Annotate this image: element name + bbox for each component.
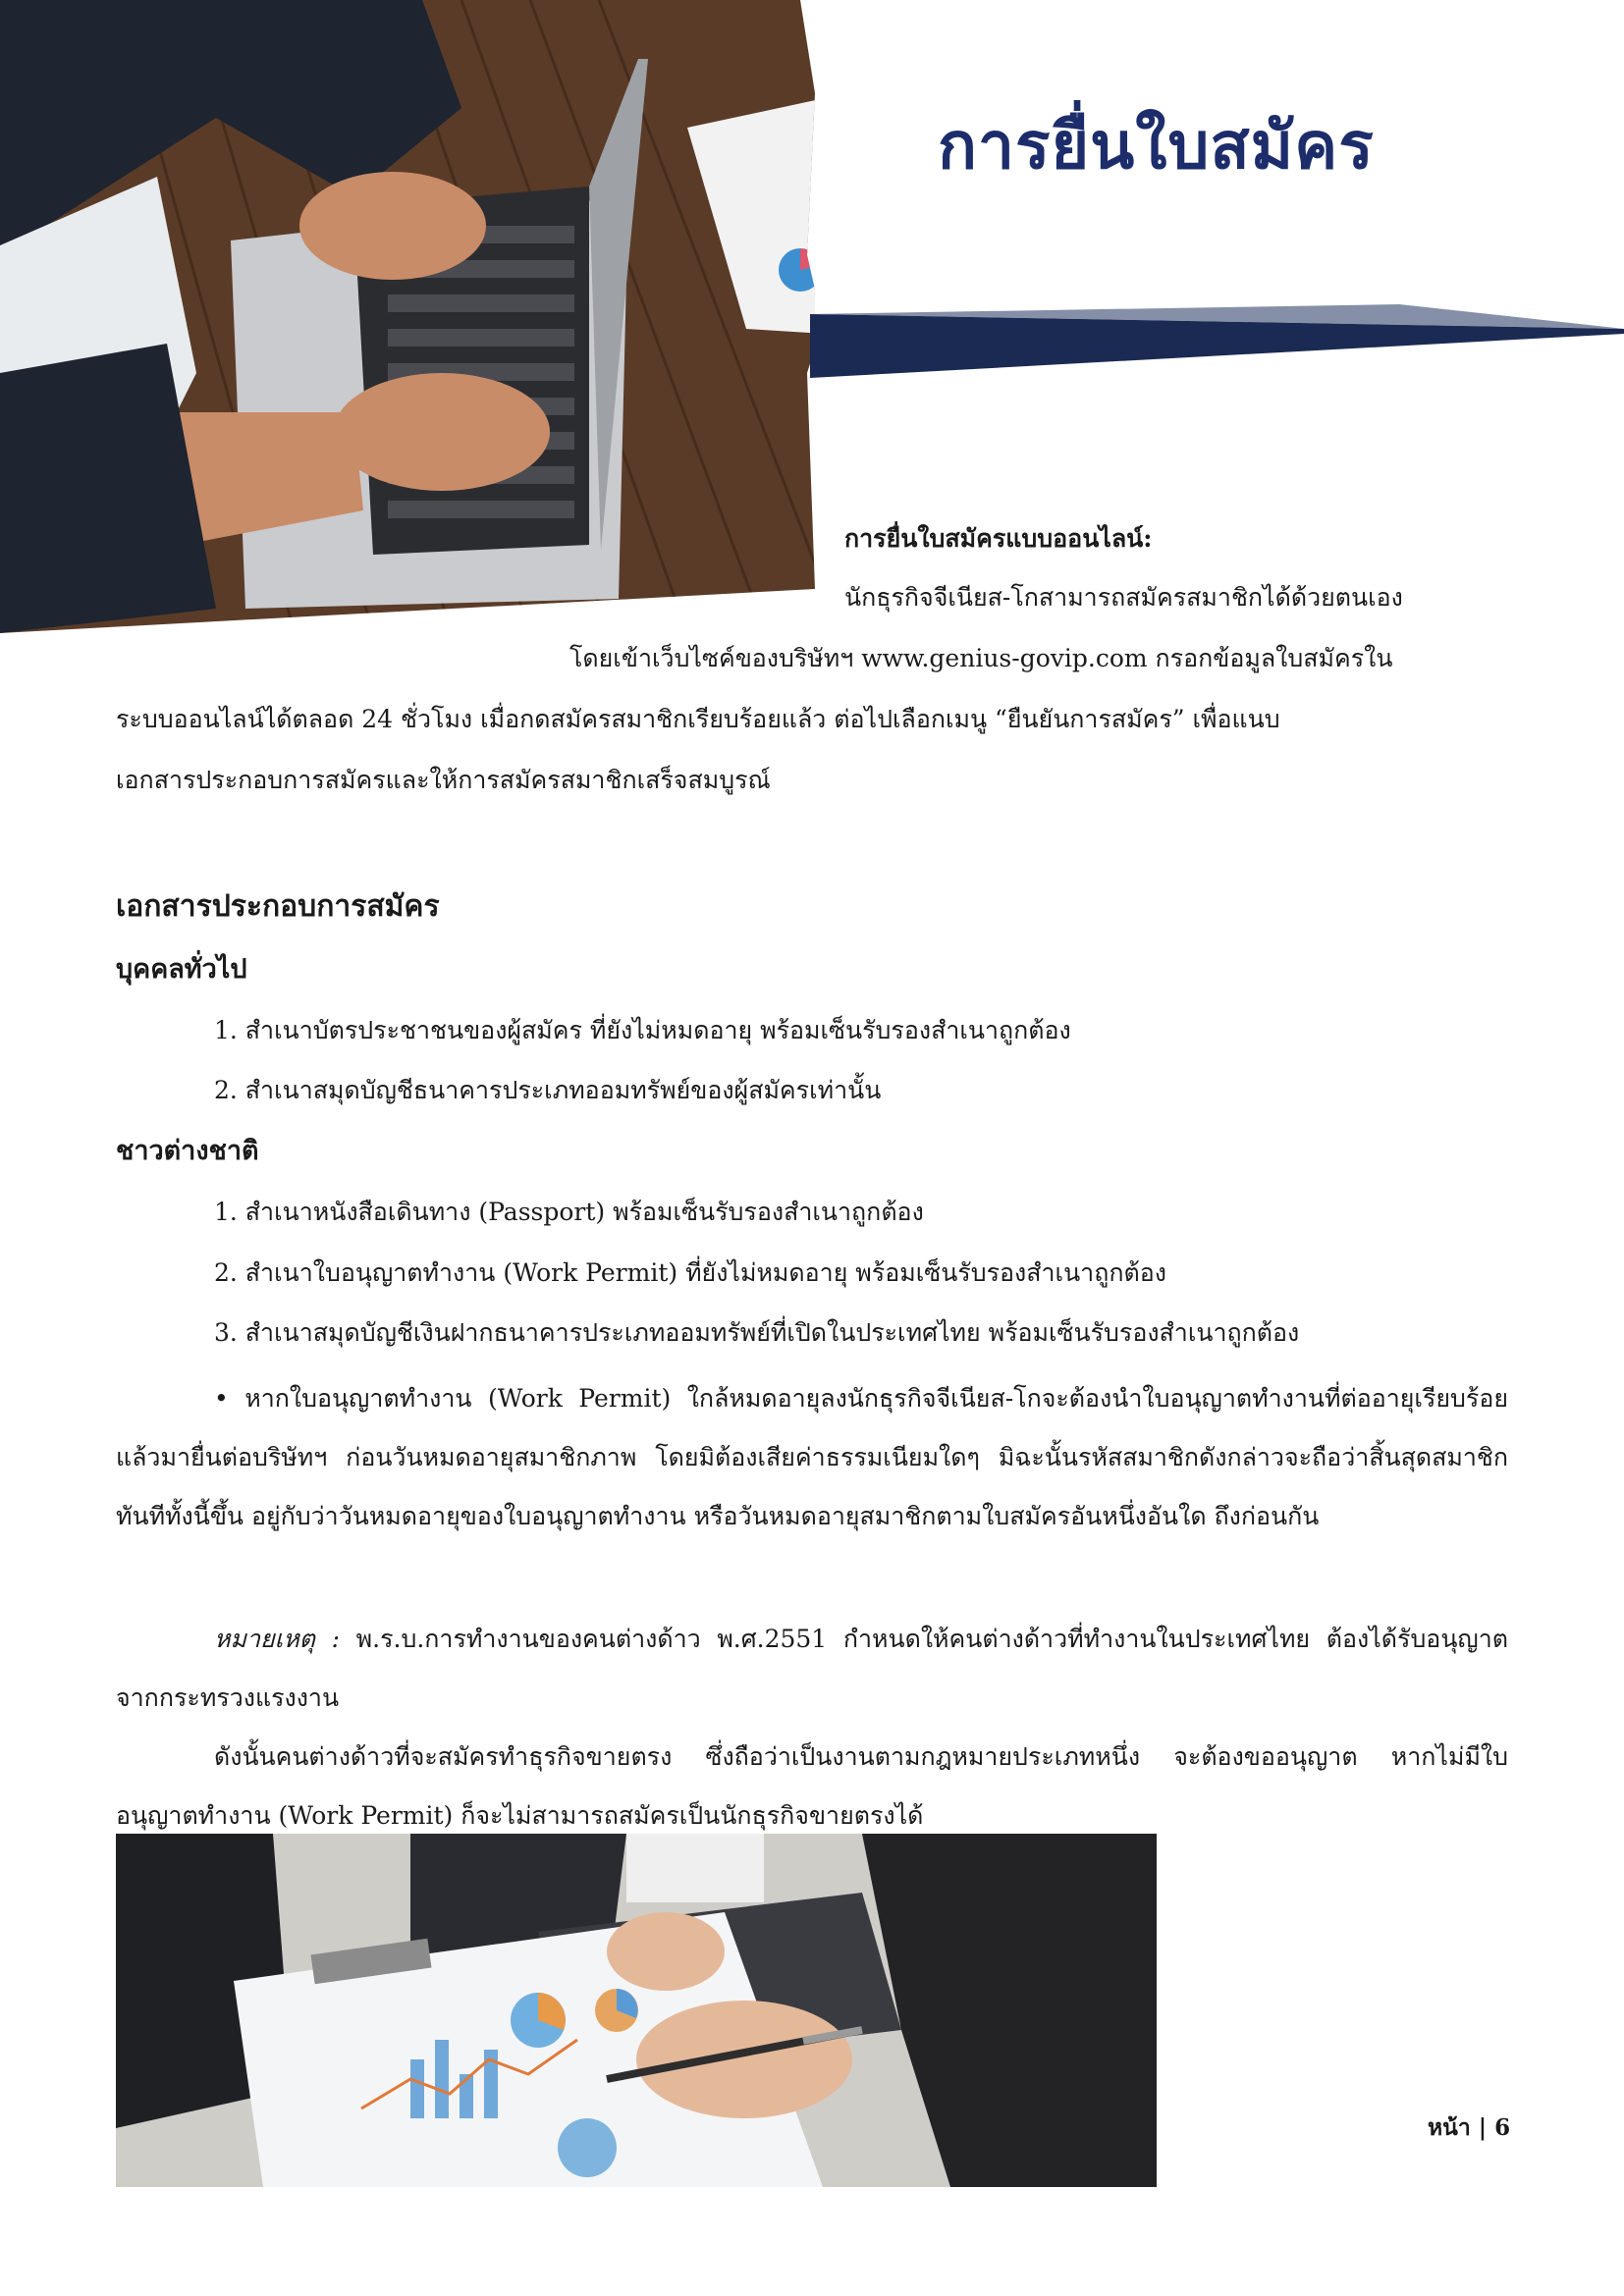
- foreign-item-2: 2. สำเนาใบอนุญาตทำงาน (Work Permit) ที่ยังไม่หมดอายุ พร้อมเซ็นรับรองสำเนาถูกต้อง: [214, 1258, 1166, 1287]
- general-item-2: 2. สำเนาสมุดบัญชีธนาคารประเภทออมทรัพย์ของผู้สมัครเท่านั้น: [214, 1076, 882, 1104]
- bottom-photo-charts: [116, 1834, 1157, 2187]
- note-text: พ.ร.บ.การทำงานของคนต่างด้าว พ.ศ.2551 กำหนดให้คนต่างด้าวที่ทำงานในประเทศไทย ต้องได้รับอนุญาตจากกระทรวงแรงงาน: [116, 1625, 1508, 1712]
- documents-heading: เอกสารประกอบการสมัคร: [116, 889, 440, 924]
- foreign-heading: ชาวต่างชาติ: [116, 1136, 259, 1166]
- foreign-item-3: 3. สำเนาสมุดบัญชีเงินฝากธนาคารประเภทออมทรัพย์ที่เปิดในประเทศไทย พร้อมเซ็นรับรองสำเนาถูกต้อง: [214, 1318, 1300, 1347]
- decorative-swoosh: [810, 294, 1624, 383]
- header-photo-laptop: [0, 0, 815, 633]
- online-line-2: โดยเข้าเว็บไซค์ของบริษัทฯ www.genius-govip.com กรอกข้อมูลใบสมัครใน: [569, 644, 1393, 672]
- conclusion-paragraph: ดังนั้นคนต่างด้าวที่จะสมัครทำธุรกิจขายตรง ซึ่งถือว่าเป็นงานตามกฎหมายประเภทหนึ่ง จะต้องขออนุญาต หากไม่มีใบอนุญาตทำงาน (Work Permit) ก็จะไม่สามารถสมัครเป็นนักธุรกิจขายตรงได้: [116, 1742, 1508, 1830]
- page-title: การยื่นใบสมัคร: [938, 108, 1375, 184]
- online-line-4: เอกสารประกอบการสมัครและให้การสมัครสมาชิกเสร็จสมบูรณ์: [116, 766, 771, 794]
- page-number: หน้า | 6: [1428, 2114, 1511, 2141]
- online-application-heading: การยื่นใบสมัครแบบออนไลน์:: [844, 524, 1153, 553]
- general-heading: บุคคลทั่วไป: [116, 954, 247, 985]
- note-label: หมายเหตุ :: [214, 1625, 340, 1653]
- online-line-1: นักธุรกิจจีเนียส-โกสามารถสมัครสมาชิกได้ด้วยตนเอง: [844, 583, 1403, 612]
- online-line-3: ระบบออนไลน์ได้ตลอด 24 ชั่วโมง เมื่อกดสมัครสมาชิกเรียบร้อยแล้ว ต่อไปเลือกเมนู “ยืนยันการสมัคร” เพื่อแนบ: [116, 705, 1280, 733]
- note-paragraph: [116, 1610, 1508, 1728]
- foreign-item-1: 1. สำเนาหนังสือเดินทาง (Passport) พร้อมเซ็นรับรองสำเนาถูกต้อง: [214, 1198, 924, 1226]
- general-item-1: 1. สำเนาบัตรประชาชนของผู้สมัคร ที่ยังไม่หมดอายุ พร้อมเซ็นรับรองสำเนาถูกต้อง: [214, 1016, 1071, 1044]
- work-permit-bullet: • หากใบอนุญาตทำงาน (Work Permit) ใกล้หมดอายุลงนักธุรกิจจีเนียส-โกจะต้องนำใบอนุญาตทำงานที่ต่ออายุเรียบร้อยแล้วมายื่นต่อบริษัทฯ ก่อนวันหมดอายุสมาชิกภาพ โดยมิต้องเสียค่าธรรมเนียมใดๆ มิฉะนั้นรหัสสมาชิกดังกล่าวจะถือว่าสิ้นสุดสมาชิกทันทีทั้งนี้ขึ้น อยู่กับว่าวันหมดอายุของใบอนุญาตทำงาน หรือวันหมดอายุสมาชิกตามใบสมัครอันหนึ่งอันใด ถึงก่อนกัน: [116, 1384, 1508, 1530]
